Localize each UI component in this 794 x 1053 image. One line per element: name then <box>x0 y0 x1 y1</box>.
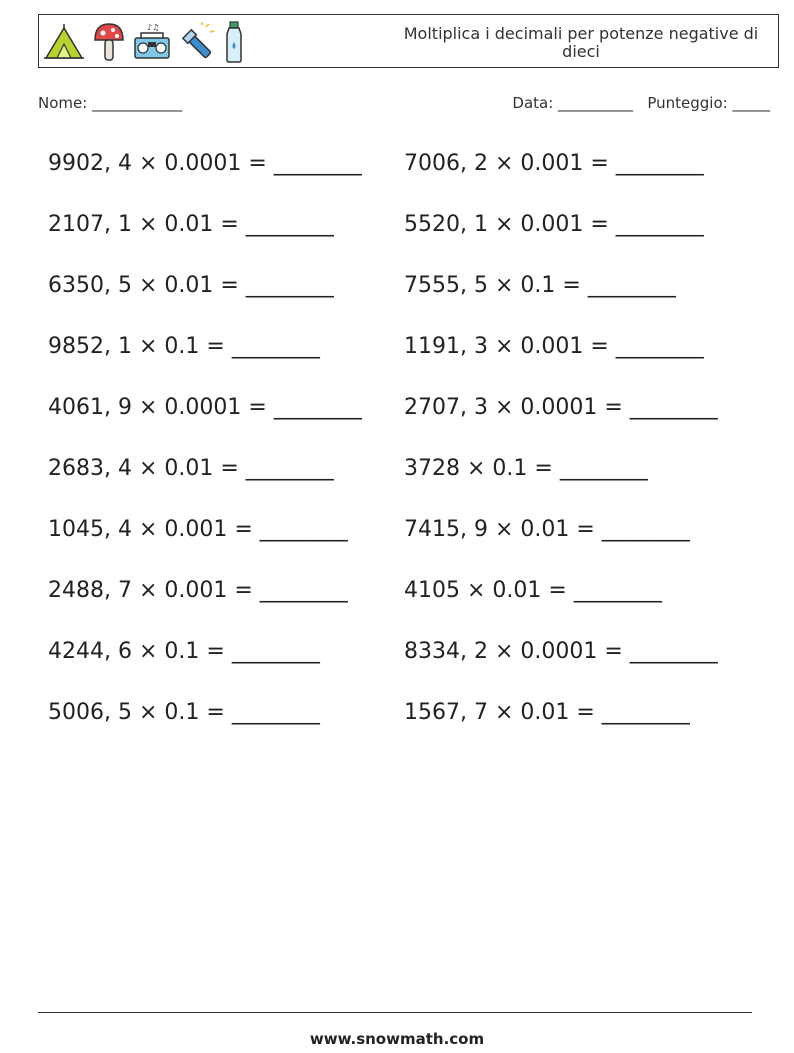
problem-item <box>404 451 648 487</box>
problem-item <box>48 634 320 670</box>
problem-item <box>48 390 362 426</box>
problem-expression: 4061, 9 × 0.0001 = <box>48 395 274 420</box>
problem-expression: 8334, 2 × 0.0001 = <box>404 639 630 664</box>
svg-text:♪♫: ♪♫ <box>147 23 160 32</box>
problem-expression: 2707, 3 × 0.0001 = <box>404 395 630 420</box>
problem-row <box>48 634 748 695</box>
problem-expression: 7415, 9 × 0.01 = <box>404 517 602 542</box>
problem-expression: 1045, 4 × 0.001 = <box>48 517 260 542</box>
answer-blank[interactable]: ________ <box>629 639 718 664</box>
answer-blank[interactable]: ________ <box>559 456 648 481</box>
answer-blank[interactable]: ________ <box>615 151 704 176</box>
problem-expression: 2488, 7 × 0.001 = <box>48 578 260 603</box>
answer-blank[interactable]: ________ <box>245 273 334 298</box>
problem-list <box>48 146 748 756</box>
answer-blank[interactable]: ________ <box>273 151 362 176</box>
problem-expression: 7555, 5 × 0.1 = <box>404 273 588 298</box>
answer-blank[interactable]: ________ <box>245 212 334 237</box>
problem-row <box>48 512 748 573</box>
name-blank[interactable]: ____________ <box>92 94 183 112</box>
flashlight-icon <box>179 22 215 62</box>
problem-item <box>404 634 718 670</box>
problem-expression: 9852, 1 × 0.1 = <box>48 334 232 359</box>
header-icons <box>43 20 245 64</box>
answer-blank[interactable]: ________ <box>629 395 718 420</box>
problem-expression: 7006, 2 × 0.001 = <box>404 151 616 176</box>
problem-item <box>404 207 704 243</box>
problem-expression: 9902, 4 × 0.0001 = <box>48 151 274 176</box>
date-score-fields <box>512 94 770 112</box>
problem-expression: 5006, 5 × 0.1 = <box>48 700 232 725</box>
problem-item <box>48 695 320 731</box>
answer-blank[interactable]: ________ <box>259 517 348 542</box>
problem-item <box>404 268 676 304</box>
problem-item <box>404 512 690 548</box>
footer-url: www.snowmath.com <box>309 1030 485 1048</box>
problem-item <box>48 207 334 243</box>
name-label: Nome: <box>38 94 88 112</box>
problem-item <box>404 695 690 731</box>
name-field <box>38 94 182 112</box>
answer-blank[interactable]: ________ <box>273 395 362 420</box>
mushroom-icon <box>93 20 125 64</box>
problem-expression: 4105 × 0.01 = <box>404 578 574 603</box>
problem-item <box>48 268 334 304</box>
problem-expression: 4244, 6 × 0.1 = <box>48 639 232 664</box>
problem-item <box>48 573 348 609</box>
problem-row <box>48 207 748 268</box>
problem-item <box>48 329 320 365</box>
problem-row <box>48 146 748 207</box>
answer-blank[interactable]: ________ <box>615 334 704 359</box>
problem-item <box>404 329 704 365</box>
problem-expression: 2683, 4 × 0.01 = <box>48 456 246 481</box>
problem-row <box>48 451 748 512</box>
worksheet-title: Moltiplica i decimali per potenze negative di dieci <box>403 24 759 61</box>
problem-expression: 6350, 5 × 0.01 = <box>48 273 246 298</box>
answer-blank[interactable]: ________ <box>231 700 320 725</box>
problem-row <box>48 390 748 451</box>
problem-item <box>48 146 362 182</box>
worksheet-header <box>38 14 779 68</box>
date-label: Data: <box>512 94 554 112</box>
answer-blank[interactable]: ________ <box>231 639 320 664</box>
answer-blank[interactable]: ________ <box>231 334 320 359</box>
problem-item <box>48 512 348 548</box>
problem-row <box>48 695 748 756</box>
answer-blank[interactable]: ________ <box>245 456 334 481</box>
problem-item <box>404 146 704 182</box>
problem-row <box>48 329 748 390</box>
score-blank[interactable]: _____ <box>732 94 770 112</box>
problem-row <box>48 573 748 634</box>
answer-blank[interactable]: ________ <box>573 578 662 603</box>
problem-item <box>48 451 334 487</box>
date-blank[interactable]: __________ <box>558 94 634 112</box>
water-bottle-icon <box>223 20 245 64</box>
problem-item <box>404 390 718 426</box>
answer-blank[interactable]: ________ <box>587 273 676 298</box>
answer-blank[interactable]: ________ <box>615 212 704 237</box>
answer-blank[interactable]: ________ <box>601 517 690 542</box>
problem-expression: 1567, 7 × 0.01 = <box>404 700 602 725</box>
tent-icon <box>43 22 85 62</box>
problem-expression: 5520, 1 × 0.001 = <box>404 212 616 237</box>
problem-expression: 1191, 3 × 0.001 = <box>404 334 616 359</box>
problem-expression: 3728 × 0.1 = <box>404 456 560 481</box>
problem-item <box>404 573 662 609</box>
score-label: Punteggio: <box>647 94 728 112</box>
footer-divider <box>38 1012 752 1013</box>
problem-expression: 2107, 1 × 0.01 = <box>48 212 246 237</box>
answer-blank[interactable]: ________ <box>259 578 348 603</box>
boombox-icon <box>133 22 171 62</box>
answer-blank[interactable]: ________ <box>601 700 690 725</box>
problem-row <box>48 268 748 329</box>
